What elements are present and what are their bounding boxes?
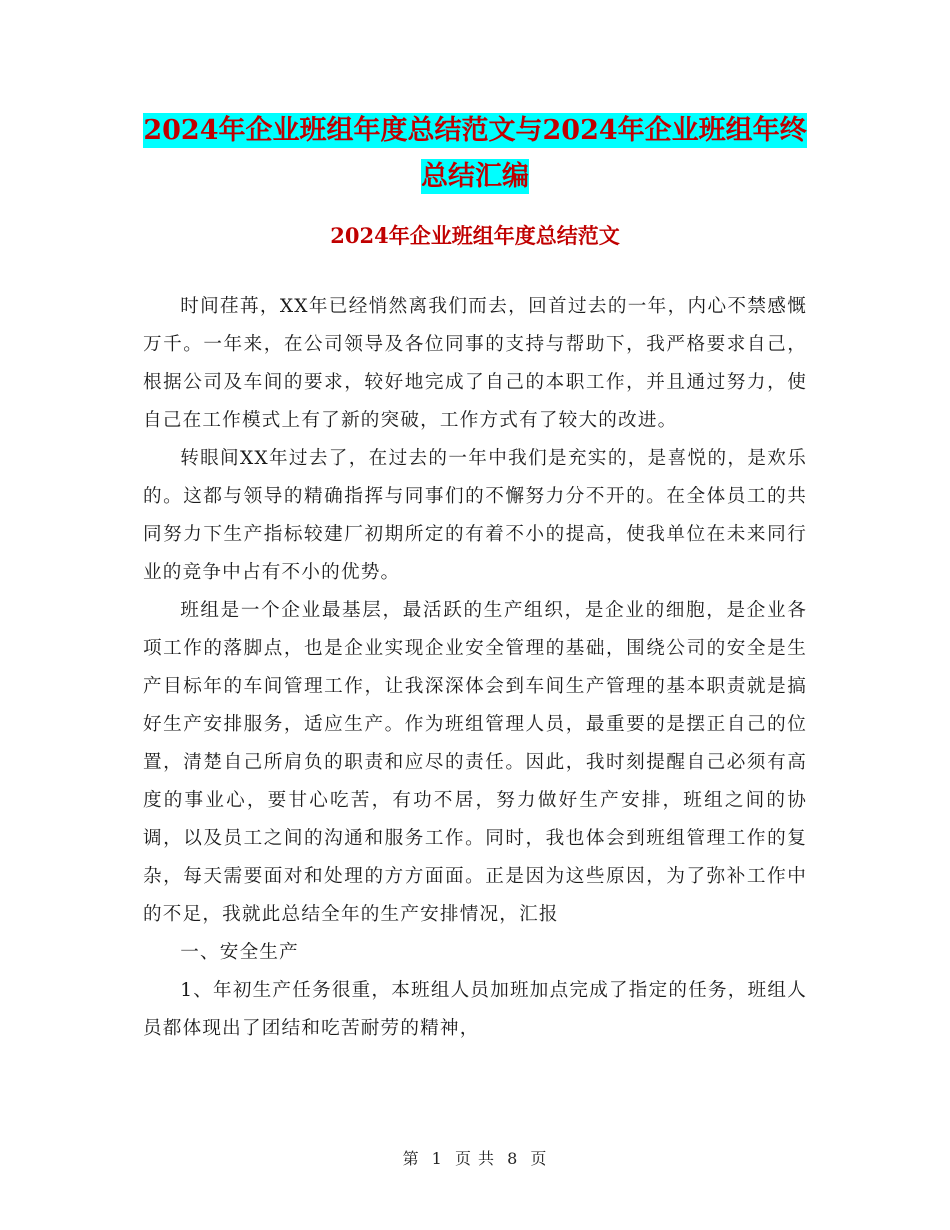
document-title-line-2: 总结汇编 <box>421 161 529 192</box>
paragraph: 转眼间XX年过去了，在过去的一年中我们是充实的，是喜悦的，是欢乐的。这都与领导的精确指挥与同事们的不懈努力分不开的。在全体员工的共同努力下生产指标较建厂初期所定的有着不小的提高，使我单位在未来同行业的竞争中占有不小的优势。 <box>143 448 807 583</box>
page-footer <box>0 1146 950 1169</box>
document-title <box>140 108 810 200</box>
footer-suffix: 页 <box>530 1149 548 1168</box>
document-title-line-1: 2024年企业班组年度总结范文与2024年企业班组年终 <box>143 115 807 146</box>
paragraph: 班组是一个企业最基层，最活跃的生产组织，是企业的细胞，是企业各项工作的落脚点，也是企业实现企业安全管理的基础，围绕公司的安全是生产目标年的车间管理工作，让我深深体会到车间生产管理的基本职责就是搞好生产安排服务，适应生产。作为班组管理人员，最重要的是摆正自己的位置，清楚自己所肩负的职责和应尽的责任。因此，我时刻提醒自己必须有高度的事业心，要甘心吃苦，有功不居，努力做好生产安排，班组之间的协调，以及员工之间的沟通和服务工作。同时，我也体会到班组管理工作的复杂，每天需要面对和处理的方方面面。正是因为这些原因，为了弥补工作中的不足，我就此总结全年的生产安排情况，汇报 <box>143 600 807 925</box>
footer-page-number: 1 <box>431 1149 443 1168</box>
paragraph: 1、年初生产任务很重，本班组人员加班加点完成了指定的任务，班组人员都体现出了团结和吃苦耐劳的精神， <box>143 980 807 1039</box>
footer-total-pages: 8 <box>507 1149 519 1168</box>
paragraph: 时间荏苒，XX年已经悄然离我们而去，回首过去的一年，内心不禁感慨万千。一年来，在公司领导及各位同事的支持与帮助下，我严格要求自己，根据公司及车间的要求，较好地完成了自己的本职工作，并且通过努力，使自己在工作模式上有了新的突破，工作方式有了较大的改进。 <box>143 296 807 431</box>
section-heading: 一、安全生产 <box>180 942 299 963</box>
footer-mid: 页 共 <box>454 1149 496 1168</box>
section-title: 2024年企业班组年度总结范文 <box>330 223 620 248</box>
footer-prefix: 第 <box>402 1149 420 1168</box>
document-body <box>143 288 807 1048</box>
